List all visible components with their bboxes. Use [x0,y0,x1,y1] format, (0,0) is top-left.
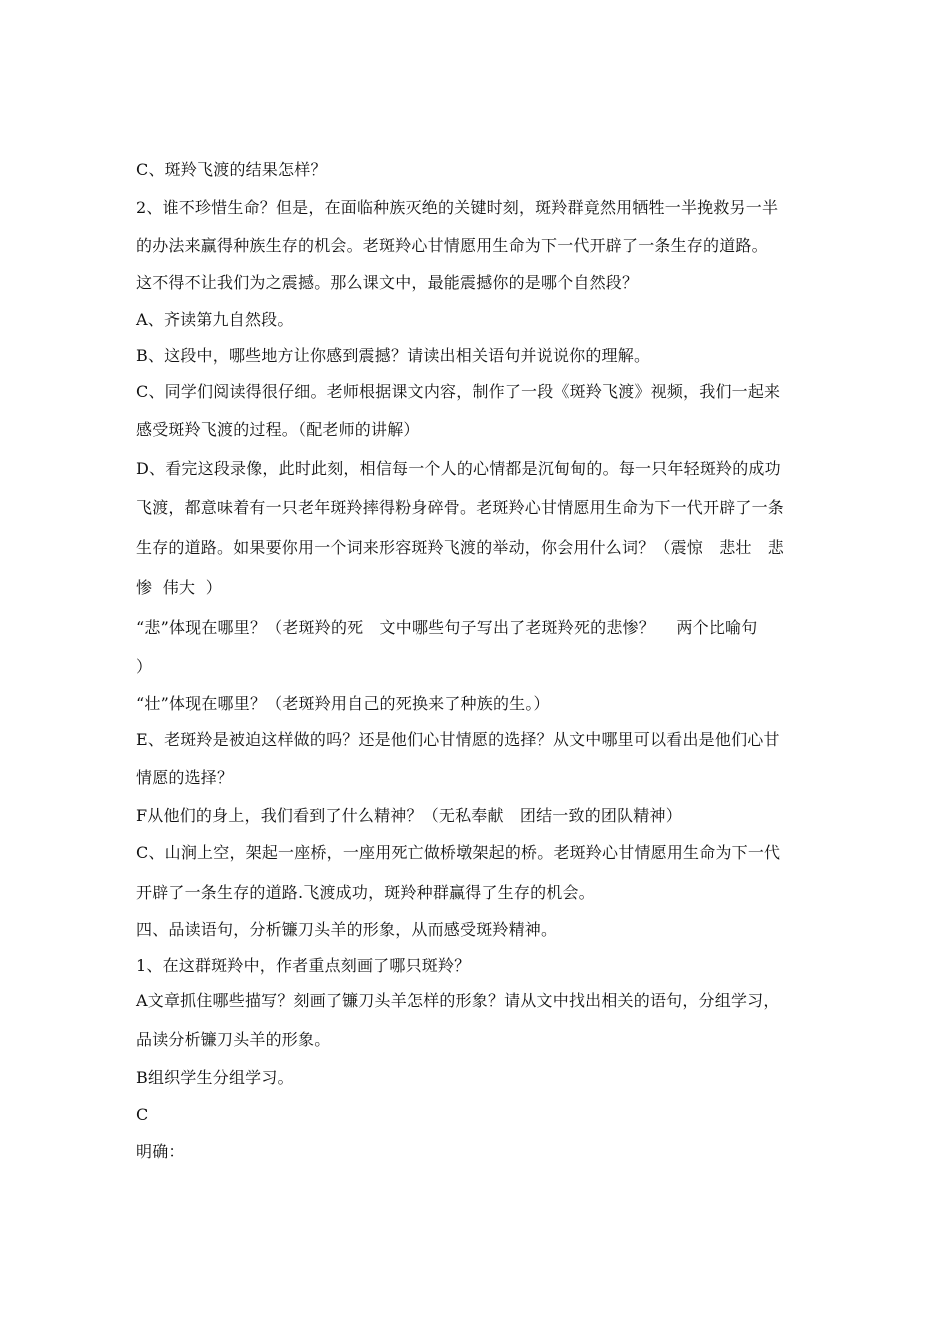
text-line: 明确： [136,1142,185,1161]
text-line: ） [136,657,153,676]
text-line: 惨 伟大 ） [136,578,222,597]
text-line: 感受斑羚飞渡的过程。（配老师的讲解） [136,420,420,439]
text-line: 飞渡，都意味着有一只老年斑羚摔得粉身碎骨。老斑羚心甘情愿用生命为下一代开辟了一条 [136,498,785,517]
text-line: 开辟了一条生存的道路.飞渡成功，斑羚种群赢得了生存的机会。 [136,883,595,902]
text-line: C、同学们阅读得很仔细。老师根据课文内容，制作了一段《斑羚飞渡》视频，我们一起来 [136,382,781,401]
text-line: 四、品读语句，分析镰刀头羊的形象，从而感受斑羚精神。 [136,920,558,939]
text-line: 情愿的选择？ [136,768,234,787]
text-line: 品读分析镰刀头羊的形象。 [136,1030,331,1049]
text-line: A、齐读第九自然段。 [136,310,294,329]
text-line: 这不得不让我们为之震撼。那么课文中，最能震撼你的是哪个自然段？ [136,273,639,292]
text-line: 2、谁不珍惜生命？但是，在面临种族灭绝的关键时刻，斑羚群竟然用牺牲一半挽救另一半 [136,198,779,217]
text-line: D、看完这段录像，此时此刻，相信每一个人的心情都是沉甸甸的。每一只年轻斑羚的成功 [136,459,781,478]
text-line: A文章抓住哪些描写？刻画了镰刀头羊怎样的形象？请从文中找出相关的语句，分组学习， [136,991,780,1010]
text-line: 1、在这群斑羚中，作者重点刻画了哪只斑羚？ [136,956,471,975]
text-line: “悲”体现在哪里？（老斑羚的死 文中哪些句子写出了老斑羚死的悲惨？ 两个比喻句 [136,618,758,637]
text-line: E、老斑羚是被迫这样做的吗？还是他们心甘情愿的选择？从文中哪里可以看出是他们心甘 [136,730,780,749]
text-line: C、山涧上空，架起一座桥，一座用死亡做桥墩架起的桥。老斑羚心甘情愿用生命为下一代 [136,843,781,862]
text-line: C [136,1105,149,1124]
text-line: F从他们的身上，我们看到了什么精神？（无私奉献 团结一致的团队精神） [136,806,682,825]
text-line: 的办法来赢得种族生存的机会。老斑羚心甘情愿用生命为下一代开辟了一条生存的道路。 [136,236,768,255]
text-line: B、这段中，哪些地方让你感到震撼？请读出相关语句并说说你的理解。 [136,346,651,365]
text-line: “壮”体现在哪里？（老斑羚用自己的死换来了种族的生。） [136,694,550,713]
text-line: 生存的道路。如果要你用一个词来形容斑羚飞渡的举动，你会用什么词？（震惊 悲壮 悲 [136,538,785,557]
text-line: B组织学生分组学习。 [136,1068,294,1087]
text-line: C、斑羚飞渡的结果怎样？ [136,160,327,179]
